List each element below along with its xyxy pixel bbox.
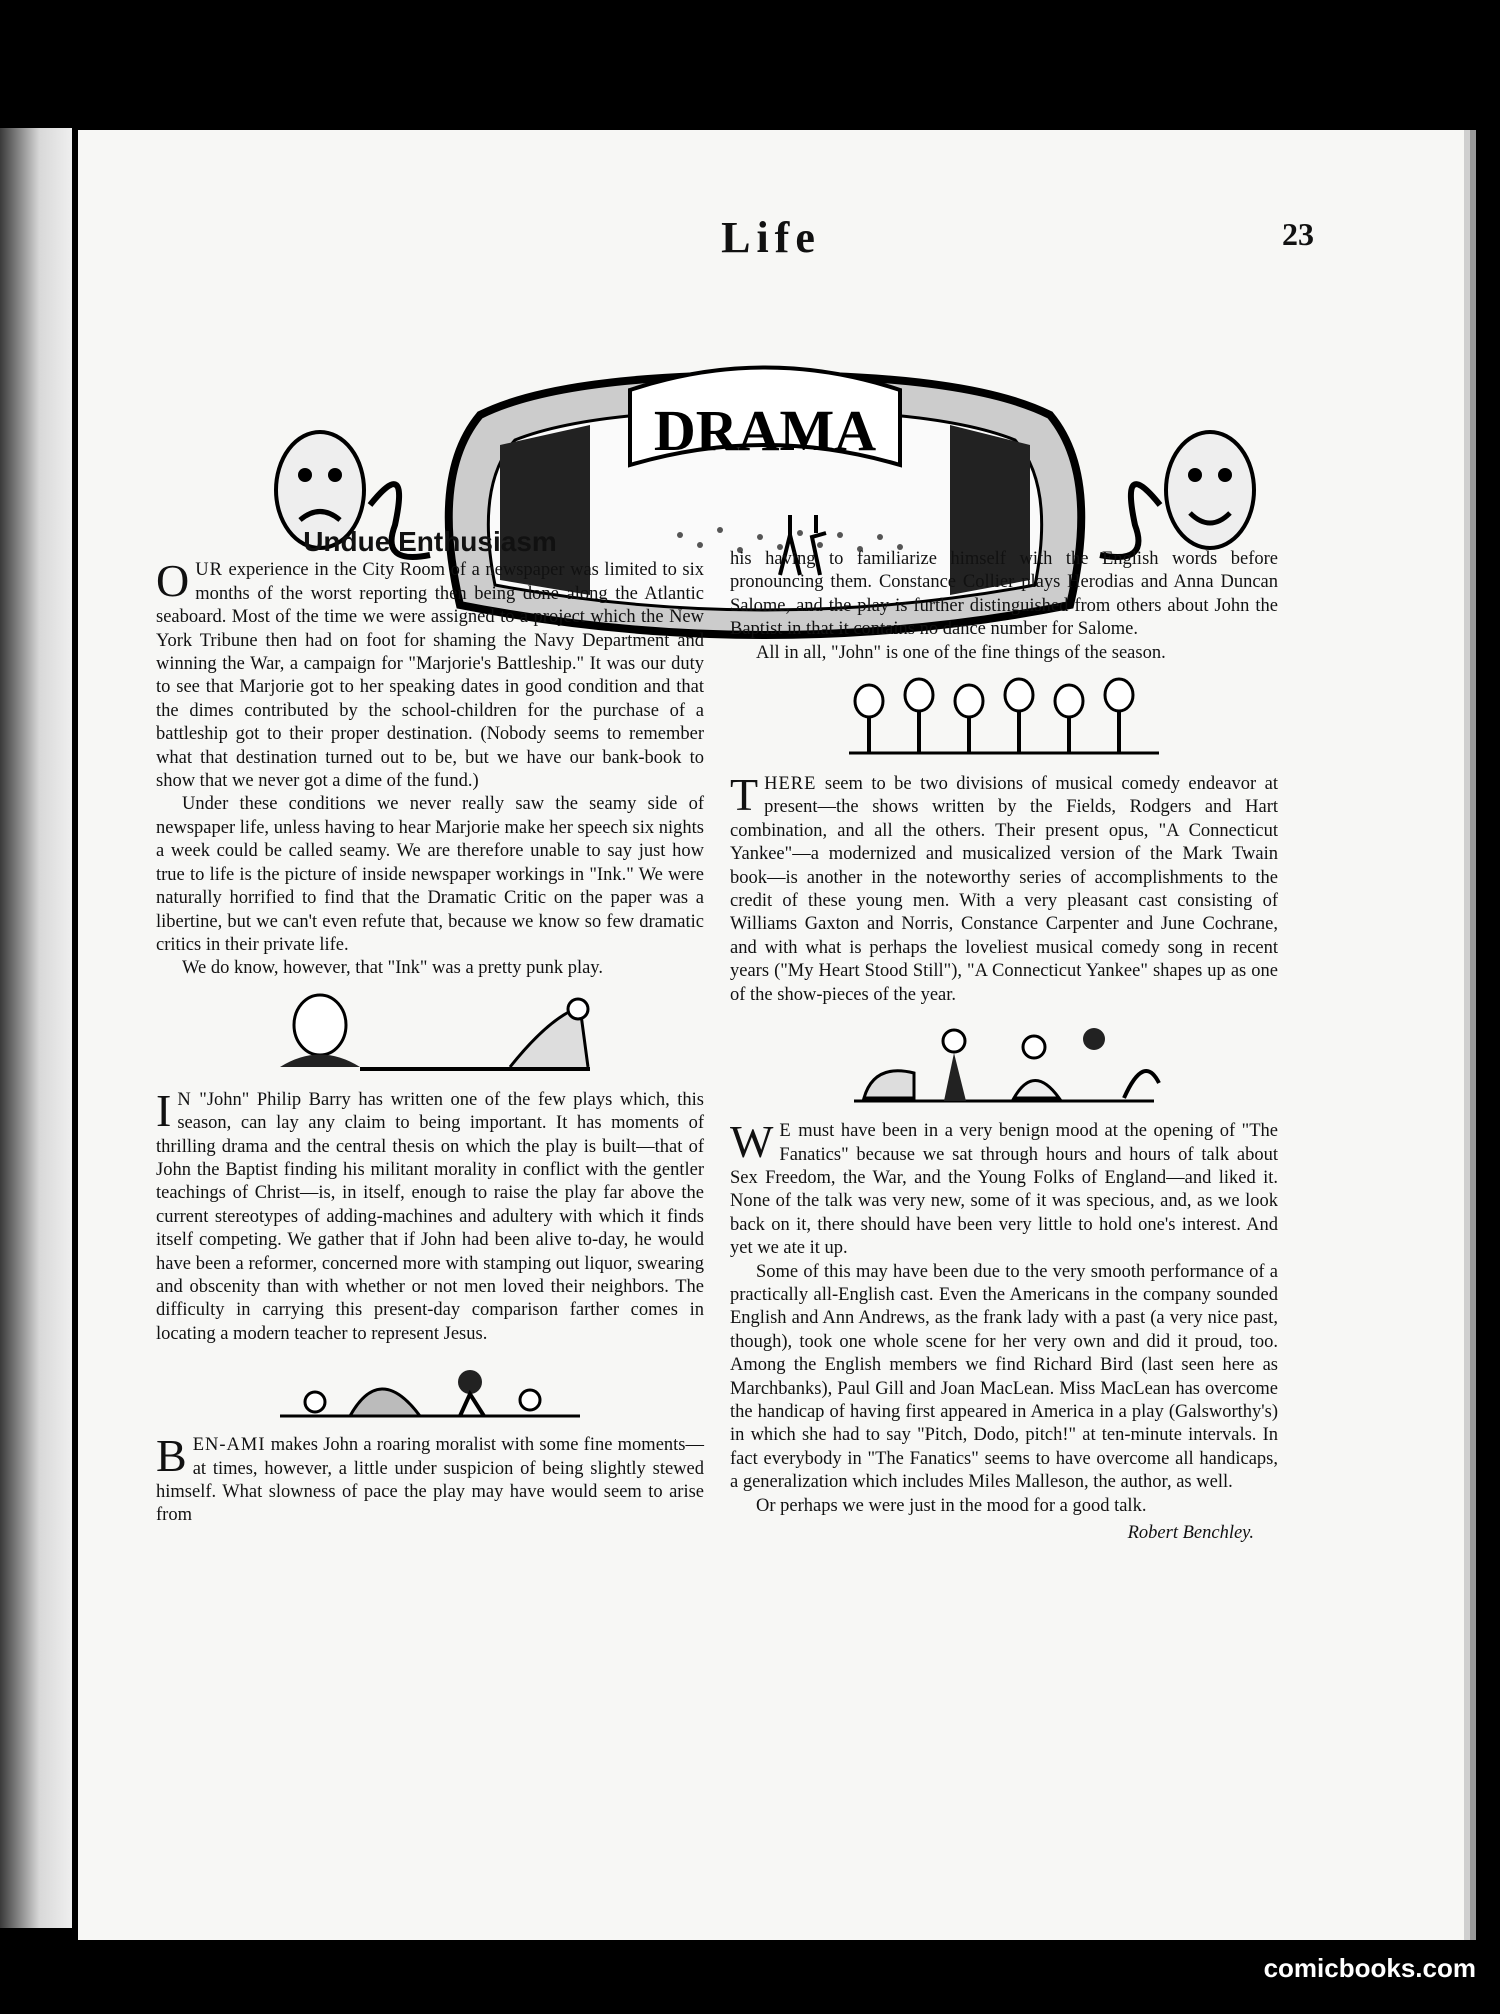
paragraph: Some of this may have been due to the very smooth performance of a practically all-English cast. Even the Americans in the company sounded English and Ann Andrews, as the frank lady with a past (a very nice past, though), took one whole scene for her very own and did it proud, too. Among the English members we find Richard Bird (last seen here as Marchbanks), Paul Gill and Joan MacLean. Miss MacLean has overcome the handicap of having first appeared in America in a play (Galsworthy's) in which she had to say "Pitch, Dodo, pitch!" at ten-minute intervals. In fact everybody in "The Fanatics" seems to have overcome all handicaps, a generalization which includes Miles Malleson, the author, as well.	[730, 1261, 1278, 1493]
dropcap: B	[156, 1430, 187, 1482]
figures-spot-illustration	[270, 1352, 590, 1422]
reporter-spot-illustration	[260, 987, 600, 1077]
magazine-page	[78, 130, 1464, 1940]
comedy-mask-icon	[1100, 432, 1254, 557]
drawing-room-spot-illustration	[844, 1013, 1164, 1108]
author-signature: Robert Benchley.	[1127, 1523, 1254, 1543]
article-right-column	[730, 548, 1278, 1545]
paragraph: Under these conditions we never really saw the seamy side of newspaper life, unless having to hear Marjorie make her speech six nights a week could be called seamy. We are therefore unable to say just how true to life is the picture of inside newspaper workings in "Ink." We were naturally horrified to find that the Dramatic Critic on the paper was a libertine, but we can't even refute that, because we know so few dramatic critics in their private life.	[156, 794, 704, 955]
paragraph: Or perhaps we were just in the mood for a good talk.	[756, 1495, 1147, 1516]
page-number: 23	[1282, 216, 1314, 252]
article-left-column	[156, 526, 704, 1528]
watermark: comicbooks.com	[1263, 1953, 1476, 1983]
masthead-title: Life	[721, 213, 821, 262]
dropcap: I	[156, 1084, 172, 1136]
dropcap: W	[730, 1116, 774, 1168]
adjacent-page-edge	[0, 128, 72, 1928]
paragraph: I N "John" Philip Barry has written one of the few plays which, this season, can lay any claim to being important. It has moments of thrilling drama and the central thesis on which the play is built—that of John the Baptist finding his militant morality in conflict with the gentler teachings of Christ—is, in itself, enough to raise the play far above the current stereotypes of adding-machines and adultery with which it finds itself competing. We gather that if John had been alive to-day, he would have been a reformer, concerned more with stamping out liquor, swearing and obscenity than with whether or not men loved their neighbors. The difficulty in carrying this present-day comparison farther comes in locating a modern teacher to represent Jesus.	[156, 1084, 704, 1344]
article-title: Undue Enthusiasm	[303, 526, 557, 557]
paragraph: All in all, "John" is one of the fine things of the season.	[756, 642, 1166, 663]
paragraph: W E must have been in a very benign mood at the opening of "The Fanatics" because we sat through hours and hours of talk about Sex Freedom, the War, and the Young Folks of England—and liked it. None of the talk was very new, some of it was specious, and, as we look back on it, there should have been very little to hold one's interest. And yet we ate it up.	[730, 1116, 1278, 1259]
dropcap: O	[156, 555, 190, 607]
paragraph: BEN-AMI makes John a roaring moralist with some fine moments—at times, however, a little under suspicion of being slightly stewed himself. What slowness of pace the play may have would seem to arise from	[156, 1430, 704, 1526]
paragraph: THERE seem to be two divisions of musical comedy endeavor at present—the shows written by the Fields, Rodgers and Hart combination, and all the others. Their present opus, "A Connecticut Yankee"—a modernized and musicalized version of the Mark Twain book—is another in the noteworthy series of accomplishments to the credit of these young men. With a very pleasant cast consisting of Williams Gaxton and Norris, Constance Carpenter and June Cochrane, and with what is perhaps the loveliest musical comedy song in recent years ("My Heart Stood Still"), "A Connecticut Yankee" shapes up as one of the show-pieces of the year.	[730, 769, 1278, 1005]
dropcap: T	[730, 769, 759, 821]
paragraph: OUR experience in the City Room of a newspaper was limited to six months of the worst reporting then being done along the Atlantic seaboard. Most of the time we were assigned to a project which the New York Tribune then had on foot for shaming the Navy Department and winning the War, a campaign for "Marjorie's Battleship." It was our duty to see that Marjorie got to her speaking dates in good condition and that the dimes contributed by the school-children for the purchase of a battleship got to their proper destination. (Nobody seems to remember what that destination turned out to be, but we have our bank-book to show that we never got a dime of the fund.)	[156, 555, 704, 792]
banner-title: DRAMA	[653, 398, 877, 463]
paragraph: his having to familiarize himself with the English words before pronouncing them. Constance Collier plays Herodias and Anna Duncan Salome, and the play is further distinguished from others about John the Baptist in that it contains no dance number for Salome.	[730, 549, 1278, 640]
chorus-spot-illustration	[839, 671, 1169, 761]
paragraph: We do know, however, that "Ink" was a pretty punk play.	[182, 958, 603, 979]
